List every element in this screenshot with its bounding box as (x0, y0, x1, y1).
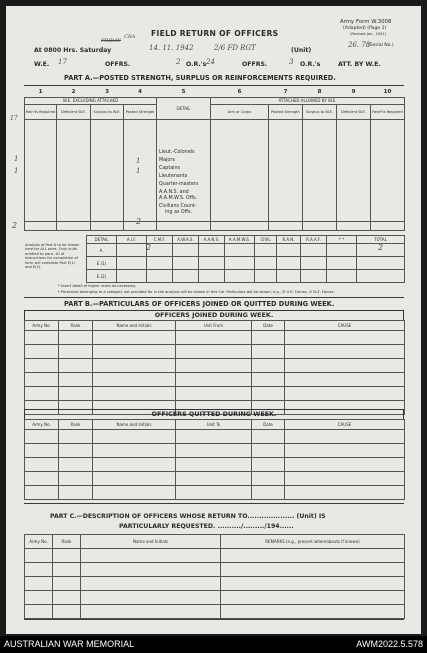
rank-lieutenants: Lieutenants (159, 173, 188, 179)
archive-footer (0, 636, 427, 653)
we-label: W.E. (34, 61, 50, 68)
quitted-row-2-rank (59, 444, 93, 458)
joined-row-4-army (25, 373, 59, 387)
analysis-head-raaf: R.A.A.F. (301, 236, 327, 244)
joined-row-5-name (93, 387, 176, 401)
analysis-e1-aans (199, 257, 225, 270)
head-deficient: Deficient W.E. (57, 104, 91, 119)
part-c-row-4-remarks (221, 591, 405, 605)
total-c1-entry: 2 (12, 221, 18, 230)
analysis-head-aamws: A.A.M.W.S. (225, 236, 255, 244)
part-b-title: PART B.—PARTICULARS OF OFFICERS JOINED OR QUITTED DURING WEEK. (64, 300, 335, 308)
quitted-row-1-unit (176, 430, 252, 444)
col-num-1: 1 (38, 89, 43, 96)
col-num-4: 4 (138, 89, 142, 96)
analysis-e2-awas (173, 270, 199, 283)
footer-accession-number: AWM2022.5.578 (356, 639, 423, 649)
top-annotation: CRA (124, 34, 136, 40)
head-surplus: Surplus to W.E. (91, 104, 124, 119)
cell-c6 (211, 119, 269, 221)
part-c-row-5-name (81, 605, 221, 619)
quitted-row-3-cause (285, 458, 405, 472)
analysis-e2-civil (255, 270, 277, 283)
col-num-8: 8 (317, 89, 322, 96)
quitted-row-3-name (93, 458, 176, 472)
col-num-6: 6 (237, 89, 242, 96)
quitted-row-3-date (252, 458, 285, 472)
part-c-row-2-rank (53, 563, 81, 577)
joined-table (24, 320, 405, 415)
analysis-e1-other (327, 257, 357, 270)
analysis-note: Analysis of Part A to be shown here for ALL ones. Only units entitled to para. 10 of instructions for completion of form will complete Part E(1) and E(2). (25, 243, 80, 270)
joined-row-4-rank (59, 373, 93, 387)
footnote-2: * Personnel belonging to a category not provided for in the analysis will be shown in this Col. Particulars will be shown, e.g., 2i U.K. Forces; 1i N.Z. Forces. (58, 290, 335, 294)
rank-captains: Captains (159, 165, 181, 171)
joined-row-4-name (93, 373, 176, 387)
quitted-row-4-rank (59, 472, 93, 486)
total-c4-entry: 2 (136, 217, 142, 226)
quitted-row-5-date (252, 486, 285, 500)
quitted-row-1-cause (285, 430, 405, 444)
joined-row-3-rank (59, 359, 93, 373)
joined-row-2-name (93, 345, 176, 359)
page-bottom-rule (24, 619, 404, 620)
part-c-row-5-remarks (221, 605, 405, 619)
margin-mark-1: 1 (14, 155, 19, 163)
head-reints-required: Rein'ts Required (25, 104, 57, 119)
head-att-reinfts: Reinf'ts Required (371, 104, 405, 119)
quitted-row-3-army (25, 458, 59, 472)
rank-quartermasters: Quarter-masters (159, 181, 199, 187)
col-num-7: 7 (283, 89, 288, 96)
att-we-label: ATT. BY W.E. (338, 61, 381, 68)
analysis-a-ran (277, 244, 301, 257)
serial-entry: 26. 78 (348, 41, 371, 49)
footer-institution: AUSTRALIAN WAR MEMORIAL (4, 639, 135, 649)
part-a-table (24, 88, 405, 231)
part-c-title-1: PART C.—DESCRIPTION OF OFFICERS WHOSE RETURN TO.................... (Unit) IS (50, 513, 326, 520)
joined-row-3-unit (176, 359, 252, 373)
analysis-e2-total (357, 270, 405, 283)
joined-row-1-unit (176, 331, 252, 345)
part-c-row-2-remarks (221, 563, 405, 577)
joined-row-5-rank (59, 387, 93, 401)
part-c-col-rank: Rank (53, 535, 81, 549)
quitted-col-unit-to: Unit To (176, 420, 252, 430)
quitted-row-3-rank (59, 458, 93, 472)
quitted-row-4-unit (176, 472, 252, 486)
part-c-col-remarks: REMARKS (e.g., present whereabouts if known) (221, 535, 405, 549)
rank-civilians: Civilians Count- (159, 203, 197, 209)
part-b-bottom-rule (24, 503, 404, 504)
joined-row-5-date (252, 387, 285, 401)
joined-row-3-cause (285, 359, 405, 373)
part-c-row-2-name (81, 563, 221, 577)
part-a-rule (24, 85, 404, 86)
part-c-row-1-remarks (221, 549, 405, 563)
analysis-e1-total (357, 257, 405, 270)
cell-detail-ranks (157, 119, 211, 221)
part-c-row-4-army (25, 591, 53, 605)
cell-c9 (337, 119, 371, 221)
joined-row-5-army (25, 387, 59, 401)
unit-entry: 2/6 FD RGT (214, 44, 256, 52)
offrs-label: OFFRS. (105, 61, 131, 68)
margin-mark-2: 1 (14, 167, 19, 175)
quitted-col-name: Name and Initials (93, 420, 176, 430)
cell-c10 (371, 119, 405, 221)
we-excluding-header: W.E. EXCLUDING ATTACHED (25, 97, 157, 104)
part-c-row-1-army (25, 549, 53, 563)
head-att-deficient: Deficient W.E. (337, 104, 371, 119)
cell-c2 (57, 119, 91, 221)
analysis-e2-aans (199, 270, 225, 283)
quitted-row-4-name (93, 472, 176, 486)
analysis-head-other: * * (327, 236, 357, 244)
deleted-day: FRIDAY (101, 38, 121, 44)
quitted-row-1-date (252, 430, 285, 444)
quitted-row-5-cause (285, 486, 405, 500)
part-c-row-3-name (81, 577, 221, 591)
joined-row-5-cause (285, 387, 405, 401)
analysis-head-total: TOTAL (357, 236, 405, 244)
joined-row-1-army (25, 331, 59, 345)
analysis-head-cmf: C.M.F. (147, 236, 173, 244)
lieutenants-posted-entry: 1 (136, 167, 141, 175)
detail-header: DETAIL (157, 97, 211, 119)
rank-aamws: A.A.M.W.S. Offs. (159, 195, 198, 201)
quitted-row-2-date (252, 444, 285, 458)
joined-row-1-date (252, 331, 285, 345)
we-entry: 17 (58, 58, 67, 66)
analysis-a-awas (173, 244, 199, 257)
part-c-title-2: PARTICULARLY REQUESTED. ........../........./194...... (119, 523, 294, 530)
quitted-row-1-rank (59, 430, 93, 444)
cell-c7 (269, 119, 303, 221)
part-c-row-4-name (81, 591, 221, 605)
joined-row-4-unit (176, 373, 252, 387)
attached-allowed-header: ATTACHED ALLOWED BY W.E. (211, 97, 405, 104)
joined-col-cause: CAUSE (285, 321, 405, 331)
part-c-row-5-rank (53, 605, 81, 619)
part-c-row-3-remarks (221, 577, 405, 591)
total-c1 (25, 221, 57, 230)
offrs-entry: 2 (176, 58, 181, 66)
joined-row-2-rank (59, 345, 93, 359)
joined-row-2-army (25, 345, 59, 359)
att-ors-label: O.R.'s (300, 61, 321, 68)
quitted-header: OFFICERS QUITTED DURING WEEK. (24, 409, 404, 420)
joined-col-name: Name and Initials (93, 321, 176, 331)
ors-entry: 24 (206, 58, 215, 66)
rank-lieut-colonels: Lieut.-Colonels (159, 149, 195, 155)
analysis-e1-ran (277, 257, 301, 270)
joined-row-2-date (252, 345, 285, 359)
joined-col-date: Date (252, 321, 285, 331)
captains-posted-entry: 1 (136, 157, 141, 165)
analysis-total-entry: 2 (378, 243, 384, 252)
analysis-e1-aamws (225, 257, 255, 270)
joined-row-1-rank (59, 331, 93, 345)
analysis-row-a: A. (87, 244, 117, 257)
quitted-row-5-unit (176, 486, 252, 500)
joined-row-5-unit (176, 387, 252, 401)
part-c-row-1-name (81, 549, 221, 563)
analysis-e2-ran (277, 270, 301, 283)
form-number: Army Form W.3008 (340, 19, 392, 25)
analysis-a-other (327, 244, 357, 257)
cell-c1 (25, 119, 57, 221)
head-att-posted: Posted Strength (269, 104, 303, 119)
joined-row-3-army (25, 359, 59, 373)
analysis-e2-raaf (301, 270, 327, 283)
analysis-head-aif: A.I.F. (117, 236, 147, 244)
at-hours-line: At 0800 Hrs. Saturday (34, 47, 112, 54)
joined-col-army-no: Army No. (25, 321, 59, 331)
part-c-row-3-rank (53, 577, 81, 591)
part-b-top-rule (24, 297, 404, 298)
analysis-aif-entry: 2 (146, 243, 152, 252)
unit-label: (Unit) (291, 47, 312, 54)
analysis-row-e2: E.(2) (87, 270, 117, 283)
joined-row-1-name (93, 331, 176, 345)
joined-col-unit-from: Unit From (176, 321, 252, 331)
quitted-row-2-cause (285, 444, 405, 458)
analysis-e1-aif (117, 257, 147, 270)
analysis-table (86, 235, 405, 283)
form-adapted: (Adapted) (Page 1) (343, 26, 387, 31)
quitted-row-5-army (25, 486, 59, 500)
analysis-e2-other (327, 270, 357, 283)
analysis-head-ran: R.A.N. (277, 236, 301, 244)
ors-label: O.R.'s (186, 61, 207, 68)
total-c2 (57, 221, 91, 230)
head-arm-corps: Arm or Corps (211, 104, 269, 119)
total-c8 (303, 221, 337, 230)
margin-mark-top: 17 (10, 115, 18, 122)
quitted-row-2-army (25, 444, 59, 458)
col-num-10: 10 (383, 89, 392, 96)
joined-row-4-cause (285, 373, 405, 387)
total-detail (157, 221, 211, 230)
analysis-a-aamws (225, 244, 255, 257)
analysis-head-awas: A.W.A.S. (173, 236, 199, 244)
part-c-row-3-army (25, 577, 53, 591)
cell-c3 (91, 119, 124, 221)
analysis-head-aans: A.A.N.S. (199, 236, 225, 244)
att-offrs-label: OFFRS. (242, 61, 268, 68)
col-num-2: 2 (71, 89, 76, 96)
part-c-row-4-rank (53, 591, 81, 605)
quitted-row-4-cause (285, 472, 405, 486)
quitted-row-1-name (93, 430, 176, 444)
joined-header: OFFICERS JOINED DURING WEEK. (24, 310, 404, 321)
analysis-a-civil (255, 244, 277, 257)
analysis-e1-civil (255, 257, 277, 270)
rank-aans: A.A.N.S. and (159, 189, 189, 195)
analysis-row-e1: E.(1) (87, 257, 117, 270)
footnote-1: * Insert detail of higher ranks as necessary. (58, 284, 137, 288)
part-c-row-1-rank (53, 549, 81, 563)
quitted-row-4-army (25, 472, 59, 486)
analysis-a-aans (199, 244, 225, 257)
att-offrs-entry: 3 (289, 58, 294, 66)
form-revised: (Revised Jan., 1941) (350, 32, 387, 36)
date-entry: 14. 11. 1942 (149, 44, 194, 52)
form-sheet (6, 6, 421, 634)
serial-label: (Serial No.) (368, 43, 394, 48)
col-num-9: 9 (351, 89, 356, 96)
total-c10 (371, 221, 405, 230)
analysis-a-raaf (301, 244, 327, 257)
part-c-row-5-army (25, 605, 53, 619)
analysis-e2-cmf (147, 270, 173, 283)
quitted-row-2-name (93, 444, 176, 458)
rank-majors: Majors (159, 157, 175, 163)
joined-col-rank: Rank (59, 321, 93, 331)
head-att-surplus: Surplus to W.E. (303, 104, 337, 119)
analysis-e1-raaf (301, 257, 327, 270)
analysis-a-aif (117, 244, 147, 257)
part-c-table (24, 534, 405, 619)
joined-row-3-name (93, 359, 176, 373)
cell-c8 (303, 119, 337, 221)
analysis-e2-aamws (225, 270, 255, 283)
joined-row-2-unit (176, 345, 252, 359)
quitted-row-3-unit (176, 458, 252, 472)
form-title: FIELD RETURN OF OFFICERS (151, 29, 279, 38)
part-c-row-2-army (25, 563, 53, 577)
analysis-head-civil: CIVIL (255, 236, 277, 244)
quitted-row-4-date (252, 472, 285, 486)
quitted-row-5-name (93, 486, 176, 500)
col-num-3: 3 (105, 89, 109, 96)
quitted-col-army-no: Army No. (25, 420, 59, 430)
analysis-e1-awas (173, 257, 199, 270)
analysis-head-detail: DETAIL (87, 236, 117, 244)
joined-row-1-cause (285, 331, 405, 345)
total-c9 (337, 221, 371, 230)
total-c3 (91, 221, 124, 230)
rank-civilians-2: ing as Offs. (165, 209, 193, 215)
part-c-col-name: Name and Initials (81, 535, 221, 549)
total-c7 (269, 221, 303, 230)
part-a-title: PART A.—POSTED STRENGTH, SURPLUS OR REINFORCEMENTS REQUIRED. (64, 74, 336, 82)
analysis-e1-cmf (147, 257, 173, 270)
quitted-col-rank: Rank (59, 420, 93, 430)
quitted-row-1-army (25, 430, 59, 444)
part-c-col-army-no: Army No. (25, 535, 53, 549)
joined-row-4-date (252, 373, 285, 387)
quitted-col-date: Date (252, 420, 285, 430)
total-c6 (211, 221, 269, 230)
quitted-row-5-rank (59, 486, 93, 500)
joined-row-3-date (252, 359, 285, 373)
analysis-e2-aif (117, 270, 147, 283)
quitted-table (24, 419, 405, 500)
quitted-col-cause: CAUSE (285, 420, 405, 430)
head-posted-strength: Posted Strength (124, 104, 157, 119)
quitted-row-2-unit (176, 444, 252, 458)
joined-row-2-cause (285, 345, 405, 359)
col-num-5: 5 (181, 89, 186, 96)
